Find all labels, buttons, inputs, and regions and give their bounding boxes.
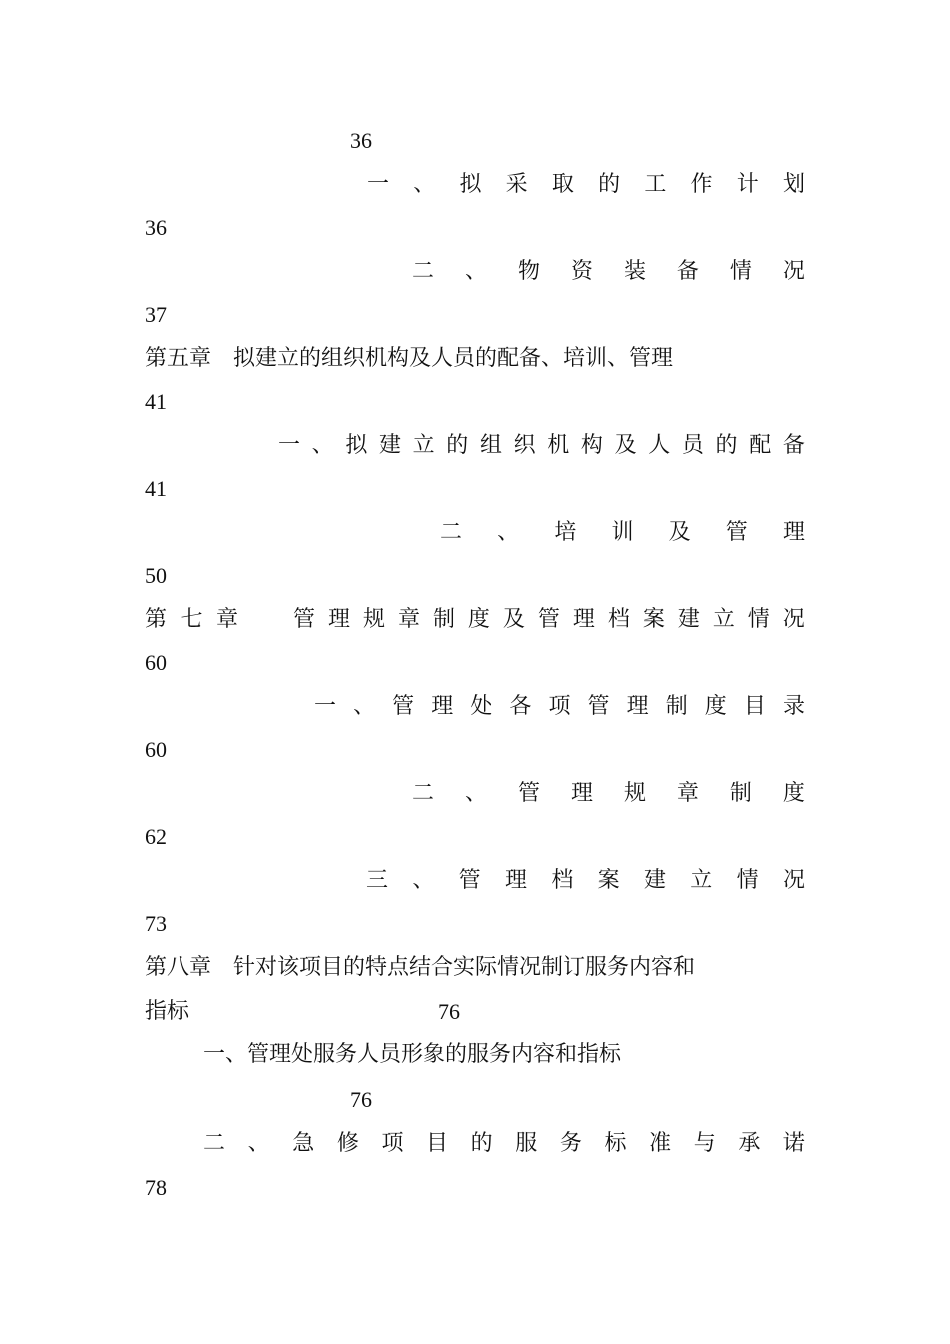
toc-page-number: 60 — [145, 650, 167, 675]
toc-char: 标 — [604, 1131, 627, 1156]
chapter-eight-tail: 指标 — [145, 999, 190, 1024]
toc-char: 况 — [782, 607, 805, 632]
toc-char: 承 — [738, 1131, 761, 1156]
toc-char: 项 — [548, 694, 571, 719]
toc-char: 诺 — [782, 1131, 805, 1156]
toc-char: 情 — [736, 868, 759, 893]
toc-char: 制 — [432, 607, 455, 632]
toc-char: 目 — [743, 694, 766, 719]
toc-char: 、 — [497, 520, 520, 545]
toc-char: 理 — [626, 694, 649, 719]
toc-chapter-eight-continued — [145, 992, 805, 1032]
toc-char: 务 — [559, 1131, 582, 1156]
toc-char: 章 — [215, 607, 238, 632]
toc-char: 度 — [704, 694, 727, 719]
toc-char: 构 — [580, 433, 603, 458]
toc-char: 录 — [782, 694, 805, 719]
toc-char: 组 — [479, 433, 502, 458]
toc-chapter-eight: 第八章 针对该项目的特点结合实际情况制订服务内容和 — [145, 955, 696, 980]
toc-char: 训 — [611, 520, 634, 545]
toc-page-number: 60 — [145, 737, 167, 762]
toc-char: 管 — [537, 607, 560, 632]
toc-page-number: 78 — [145, 1175, 167, 1200]
toc-char: 及 — [668, 520, 691, 545]
toc-entry-organization — [278, 426, 805, 466]
toc-char: 管 — [517, 781, 540, 806]
toc-char: 章 — [397, 607, 420, 632]
toc-char: 目 — [426, 1131, 449, 1156]
toc-page-number: 41 — [145, 476, 167, 501]
toc-char: 员 — [681, 433, 704, 458]
toc-char: 与 — [693, 1131, 716, 1156]
toc-char: 急 — [292, 1131, 315, 1156]
toc-char: 一 — [314, 694, 337, 719]
toc-char: 项 — [381, 1131, 404, 1156]
toc-char: 理 — [572, 607, 595, 632]
toc-char: 案 — [642, 607, 665, 632]
toc-char: 、 — [464, 781, 487, 806]
toc-page-number: 76 — [350, 1087, 372, 1112]
toc-char: 制 — [729, 781, 752, 806]
toc-char: 拟 — [345, 433, 368, 458]
toc-char: 人 — [648, 433, 671, 458]
toc-char: 情 — [747, 607, 770, 632]
chapter-seven-title — [293, 600, 805, 640]
toc-char: 建 — [643, 868, 666, 893]
toc-char: 备 — [676, 259, 699, 284]
toc-char: 划 — [782, 172, 805, 197]
toc-char: 管 — [392, 694, 415, 719]
toc-char: 计 — [736, 172, 759, 197]
toc-char: 二 — [412, 781, 435, 806]
toc-char: 理 — [327, 607, 350, 632]
toc-char: 三 — [366, 868, 389, 893]
toc-char: 处 — [470, 694, 493, 719]
toc-char: 资 — [570, 259, 593, 284]
toc-char: 档 — [551, 868, 574, 893]
toc-char: 及 — [614, 433, 637, 458]
toc-char: 理 — [570, 781, 593, 806]
toc-char: 准 — [649, 1131, 672, 1156]
toc-entry-staff-image: 一、管理处服务人员形象的服务内容和指标 — [203, 1042, 622, 1067]
toc-char: 、 — [353, 694, 376, 719]
toc-char: 理 — [504, 868, 527, 893]
toc-char: 物 — [517, 259, 540, 284]
toc-char: 建 — [677, 607, 700, 632]
toc-char: 一 — [278, 433, 301, 458]
toc-char: 、 — [412, 868, 435, 893]
toc-char: 案 — [597, 868, 620, 893]
toc-char: 情 — [729, 259, 752, 284]
toc-char: 配 — [749, 433, 772, 458]
toc-char: 立 — [412, 433, 435, 458]
toc-char: 的 — [598, 172, 621, 197]
toc-char: 工 — [644, 172, 667, 197]
toc-page-number: 41 — [145, 389, 167, 414]
toc-char: 况 — [782, 259, 805, 284]
toc-char: 修 — [336, 1131, 359, 1156]
toc-char: 第 — [145, 607, 168, 632]
toc-char: 一 — [367, 172, 390, 197]
toc-chapter-seven — [145, 600, 805, 640]
toc-page-number: 37 — [145, 302, 167, 327]
toc-char: 二 — [203, 1131, 226, 1156]
toc-char: 采 — [505, 172, 528, 197]
toc-char: 二 — [412, 259, 435, 284]
toc-char: 的 — [715, 433, 738, 458]
toc-entry-regulations — [412, 774, 805, 814]
toc-char: 各 — [509, 694, 532, 719]
toc-char: 度 — [782, 781, 805, 806]
toc-char: 七 — [180, 607, 203, 632]
toc-char: 管 — [725, 520, 748, 545]
toc-char: 拟 — [459, 172, 482, 197]
toc-page-number: 36 — [350, 128, 372, 153]
toc-char: 管 — [293, 607, 316, 632]
toc-page-number: 76 — [438, 999, 460, 1024]
toc-char: 装 — [623, 259, 646, 284]
toc-char: 取 — [551, 172, 574, 197]
toc-entry-archives — [366, 861, 805, 901]
toc-char: 立 — [712, 607, 735, 632]
toc-char: 理 — [782, 520, 805, 545]
toc-char: 况 — [782, 868, 805, 893]
toc-char: 制 — [665, 694, 688, 719]
toc-char: 备 — [782, 433, 805, 458]
toc-char: 建 — [378, 433, 401, 458]
toc-page-number: 73 — [145, 911, 167, 936]
toc-char: 、 — [413, 172, 436, 197]
toc-char: 织 — [513, 433, 536, 458]
chapter-seven-label — [145, 600, 238, 640]
toc-char: 档 — [607, 607, 630, 632]
toc-char: 、 — [247, 1131, 270, 1156]
toc-char: 、 — [464, 259, 487, 284]
toc-char: 作 — [690, 172, 713, 197]
toc-char: 理 — [431, 694, 454, 719]
toc-char: 培 — [554, 520, 577, 545]
toc-entry-training — [440, 513, 805, 553]
toc-char: 管 — [587, 694, 610, 719]
toc-char: 及 — [502, 607, 525, 632]
toc-page-number: 36 — [145, 215, 167, 240]
toc-entry-rules-list — [314, 687, 805, 727]
toc-entry-equipment — [412, 252, 805, 292]
toc-char: 、 — [311, 433, 334, 458]
toc-chapter-five: 第五章 拟建立的组织机构及人员的配备、培训、管理 — [145, 346, 674, 371]
toc-page-number: 50 — [145, 563, 167, 588]
toc-char: 章 — [676, 781, 699, 806]
toc-char: 立 — [690, 868, 713, 893]
toc-char: 二 — [440, 520, 463, 545]
toc-char: 的 — [446, 433, 469, 458]
toc-page-number: 62 — [145, 824, 167, 849]
toc-char: 度 — [467, 607, 490, 632]
toc-char: 管 — [458, 868, 481, 893]
toc-char: 机 — [547, 433, 570, 458]
toc-char: 的 — [470, 1131, 493, 1156]
toc-char: 规 — [623, 781, 646, 806]
toc-char: 服 — [515, 1131, 538, 1156]
toc-entry-emergency-repair — [203, 1124, 805, 1164]
toc-char: 规 — [362, 607, 385, 632]
toc-entry-work-plan — [367, 165, 805, 205]
